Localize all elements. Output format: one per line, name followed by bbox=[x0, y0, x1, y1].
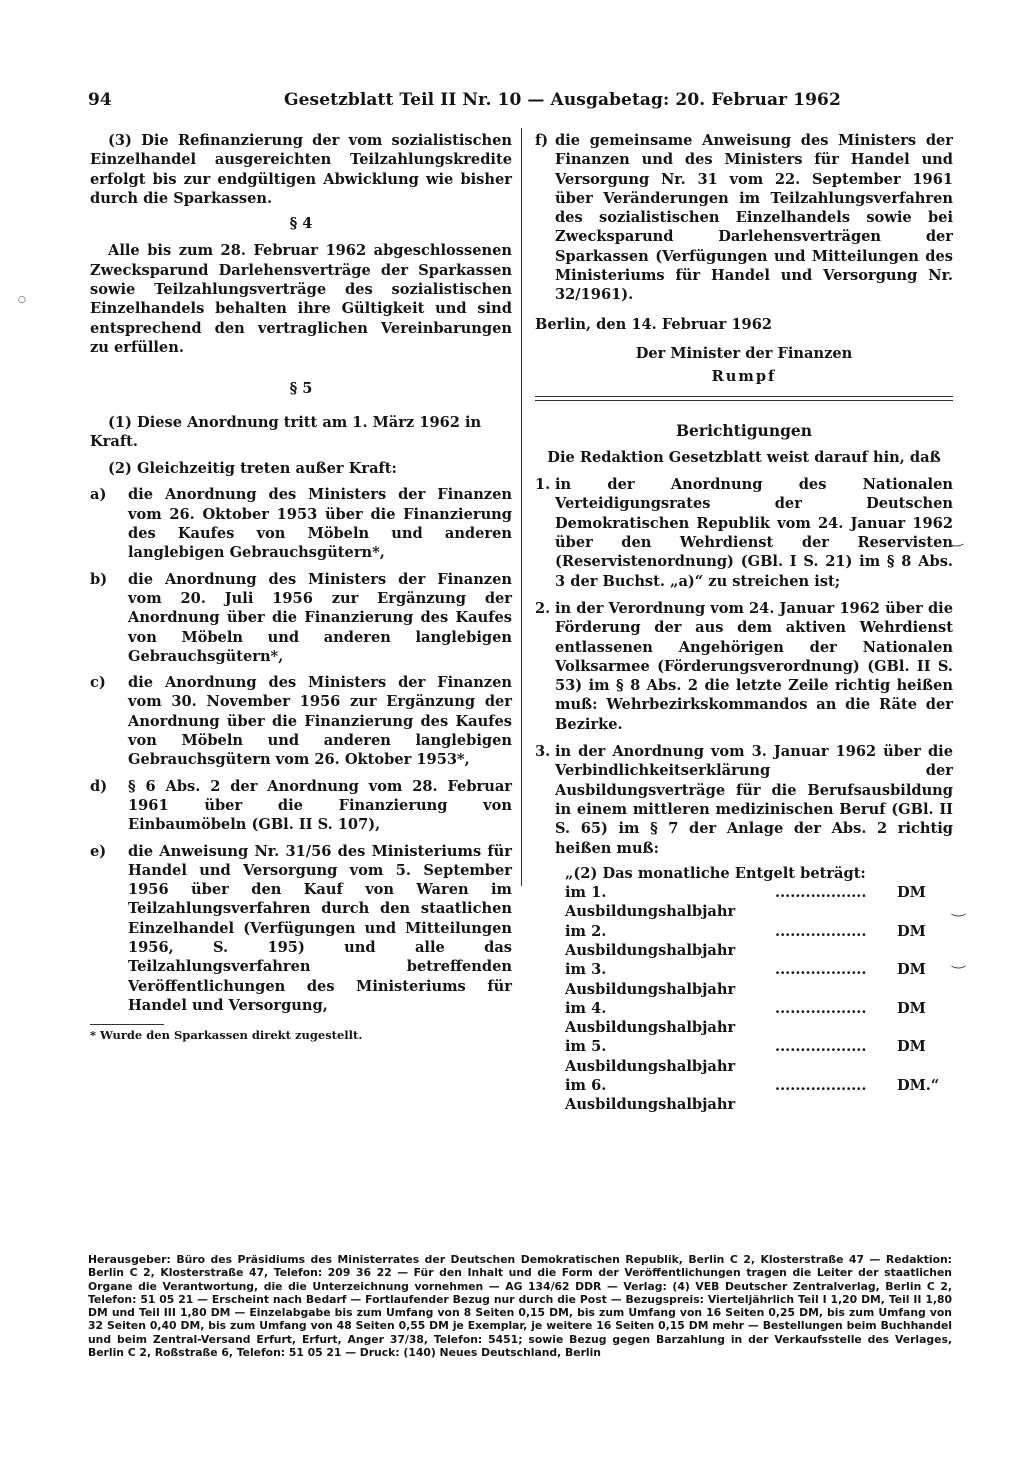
section-4-heading: § 4 bbox=[289, 215, 313, 233]
correction-item-label: 2. bbox=[535, 599, 551, 617]
table-row-currency: DM.“ bbox=[897, 1077, 940, 1095]
quote-intro: „(2) Das monatliche Entgelt beträgt: bbox=[565, 864, 866, 882]
imprint: Herausgeber: Büro des Präsidiums des Ministerrates der Deutschen Demokratischen Republik, Berlin C 2, Klosterstraße 47 — Redaktion: Berlin C 2, Klosterstraße 47, Telefon: 209 36 22 — Für den Inhalt und die Form der Veröffentlichungen tragen die Leiter der staatlichen Organe die Verantwortung, die die Unterzeichnung vornehmen — AG 134/62 DDR — Verlag: (4) VEB Deutscher Zentralverlag, Berlin C 2, Telefon: 51 05 21 — Erscheint nach Bedarf — Fortlaufender Bezug nur durch die Post — Bezugspreis: Vierteljährlich Teil I 1,20 DM, Teil II 1,80 DM und Teil III 1,80 DM — Einzelabgabe bis zum Umfang von 8 Seiten 0,15 DM, bis zum Umfang von 16 Seiten 0,25 DM, bis zum Umfang von 32 Seiten 0,40 DM, bis zum Umfang von 48 Seiten 0,55 DM je Exemplar, je weitere 16 Seiten 0,15 DM mehr — Bestellungen beim Buchhandel und beim Zentral-Versand Erfurt, Erfurt, Anger 37/38, Telefon: 5451; sowie Bezug gegen Barzahlung in der Verkaufsstelle des Verlages, Berlin C 2, Roßstraße 6, Telefon: 51 05 21 — Druck: (140) Neues Deutschland, Berlin bbox=[88, 1253, 952, 1360]
table-row-currency: DM bbox=[897, 961, 926, 979]
list-item-label: e) bbox=[90, 842, 107, 860]
leader-dots: .................. bbox=[775, 999, 867, 1017]
list-item-text: die Anweisung Nr. 31/56 des Ministeriums für Handel und Versorgung vom 5. September 1956 über den Kauf von Waren im Teilzahlungsverfahren durch den staatlichen Einzelhandel (Verfügungen und Mitteilungen 1956, S. 195) und alle das Teilzahlungsverfahren betreffenden Veröffentlichungen des Ministeriums für Handel und Versorgung, bbox=[128, 842, 512, 1014]
correction-item-label: 3. bbox=[535, 743, 551, 761]
leader-dots: .................. bbox=[775, 961, 867, 979]
list-item-label: b) bbox=[90, 570, 108, 588]
page-title: Gesetzblatt Teil II Nr. 10 — Ausgabetag: 20. Februar 1962 bbox=[284, 90, 841, 110]
margin-mark-icon: ‿ bbox=[950, 528, 963, 547]
section-4-text: Alle bis zum 28. Februar 1962 abgeschlossenen Zwecksparund Darlehensverträge der Sparkassen sowie Teilzahlungsverträge des sozialistischen Einzelhandels behalten ihre Gültigkeit und sind entsprechend den vertraglichen Vereinbarungen zu erfüllen. bbox=[90, 242, 512, 356]
berichtigungen-intro: Die Redaktion Gesetzblatt weist darauf hin, daß bbox=[547, 448, 941, 466]
place-date: Berlin, den 14. Februar 1962 bbox=[535, 315, 773, 333]
list-item-text: die gemeinsame Anweisung des Ministers der Finanzen und des Ministers für Handel und Versorgung Nr. 31 vom 22. September 1961 über Veränderungen im Teilzahlungsverfahren des sozialistischen Einzelhandels sowie bei Zwecksparund Darlehensverträgen der Sparkassen (Verfügungen und Mitteilungen des Ministeriums für Handel und Versorgung Nr. 32/1961). bbox=[555, 132, 953, 304]
correction-item-text: in der Anordnung vom 3. Januar 1962 über die Verbindlichkeitserklärung der Ausbildungsverträge für die Berufsausbildung in einem mittleren medizinischen Beruf (GBl. II S. 65) im § 7 der Anlage der Abs. 2 richtig heißen muß: bbox=[555, 743, 953, 857]
table-row-label: im 3. Ausbildungshalbjahr bbox=[565, 961, 736, 998]
punch-hole-icon: ○ bbox=[18, 295, 26, 305]
table-row-label: im 4. Ausbildungshalbjahr bbox=[565, 999, 736, 1037]
page-header bbox=[88, 90, 958, 112]
list-item bbox=[535, 131, 953, 305]
correction-item-label: 1. bbox=[535, 476, 551, 494]
correction-item bbox=[535, 475, 953, 591]
table-row bbox=[565, 922, 953, 961]
section-5-para-1: (1) Diese Anordnung tritt am 1. März 1962 in Kraft. bbox=[90, 413, 482, 450]
table-row-currency: DM bbox=[897, 1038, 926, 1056]
table-row bbox=[565, 1037, 953, 1076]
leader-dots: .................. bbox=[775, 1077, 867, 1095]
correction-item-text: in der Anordnung des Nationalen Verteidigungsrates der Deutschen Demokratischen Republik vom 24. Januar 1962 über den Wehrdienst der Reservisten (Reservistenordnung) (GBl. I S. 21) im § 8 Abs. 3 der Buchst. „a)“ zu streichen ist; bbox=[555, 476, 953, 590]
table-row-currency: DM bbox=[897, 999, 926, 1017]
list-item-text: § 6 Abs. 2 der Anordnung vom 28. Februar 1961 über die Finanzierung von Einbaumöbeln (GBl. II S. 107), bbox=[128, 777, 512, 834]
list-item-label: a) bbox=[90, 486, 107, 504]
list-item bbox=[90, 570, 512, 666]
table-row bbox=[565, 960, 953, 999]
signer-title: Der Minister der Finanzen bbox=[635, 344, 853, 362]
margin-mark-icon: ‿ bbox=[952, 950, 965, 969]
left-column bbox=[90, 131, 512, 1043]
list-item-label: f) bbox=[535, 132, 549, 149]
table-row-currency: DM bbox=[897, 884, 926, 902]
leader-dots: .................. bbox=[775, 922, 867, 940]
list-item-text: die Anordnung des Ministers der Finanzen vom 30. November 1956 zur Ergänzung der Anordnung über die Finanzierung des Kaufes von Möbeln und anderen langlebigen Gebrauchsgütern vom 26. Oktober 1953*, bbox=[128, 674, 512, 769]
table-row-label: im 6. Ausbildungshalbjahr bbox=[565, 1077, 736, 1114]
footnote: * Wurde den Sparkassen direkt zugestellt. bbox=[90, 1028, 363, 1043]
table-row-label: im 2. Ausbildungshalbjahr bbox=[565, 922, 736, 959]
section-5-heading: § 5 bbox=[289, 380, 313, 398]
signer-name: Rumpf bbox=[711, 368, 777, 386]
section-5-para-2: (2) Gleichzeitig treten außer Kraft: bbox=[108, 460, 397, 478]
list-item bbox=[90, 485, 512, 562]
table-row bbox=[565, 999, 953, 1038]
correction-item-text: in der Verordnung vom 24. Januar 1962 über die Förderung der aus dem aktiven Wehrdienst entlassenen Angehörigen der Nationalen Volksarmee (Förderungsverordnung) (GBl. II S. 53) im § 8 Abs. 2 die letzte Zeile richtig heißen muß: Wehrbezirkskommandos an die Räte der Bezirke. bbox=[555, 599, 953, 733]
footnote-rule bbox=[90, 1024, 164, 1025]
list-item-text: die Anordnung des Ministers der Finanzen vom 26. Oktober 1953 über die Finanzierung des Kaufes von Möbeln und anderen langlebigen Gebrauchsgütern*, bbox=[128, 486, 512, 562]
table-row-currency: DM bbox=[897, 922, 926, 940]
page-number: 94 bbox=[88, 90, 112, 110]
leader-dots: .................. bbox=[775, 1038, 867, 1056]
table-row-label: im 1. Ausbildungshalbjahr bbox=[565, 884, 736, 921]
section-rule bbox=[535, 396, 953, 401]
list-item bbox=[90, 842, 512, 1016]
column-divider bbox=[521, 128, 522, 886]
list-item bbox=[90, 673, 512, 769]
correction-item bbox=[535, 599, 953, 734]
right-column bbox=[535, 131, 953, 1115]
list-item-label: c) bbox=[90, 674, 106, 692]
table-row-label: im 5. Ausbildungshalbjahr bbox=[565, 1038, 736, 1075]
paragraph-3: (3) Die Refinanzierung der vom sozialistischen Einzelhandel ausgereichten Teilzahlungskredite erfolgt bis zur endgültigen Abwicklung wie bisher durch die Sparkassen. bbox=[90, 132, 512, 207]
margin-mark-icon: ‿ bbox=[952, 898, 965, 917]
list-item bbox=[90, 777, 512, 835]
leader-dots: .................. bbox=[775, 884, 867, 902]
berichtigungen-heading: Berichtigungen bbox=[675, 420, 813, 440]
list-item-label: d) bbox=[90, 777, 108, 795]
list-item-text: die Anordnung des Ministers der Finanzen vom 20. Juli 1956 zur Ergänzung der Anordnung über die Finanzierung des Kaufes von Möbeln und anderen langlebigen Gebrauchsgütern*, bbox=[128, 570, 512, 665]
table-row bbox=[565, 1076, 953, 1115]
correction-item bbox=[535, 742, 953, 858]
table-row bbox=[565, 883, 953, 922]
